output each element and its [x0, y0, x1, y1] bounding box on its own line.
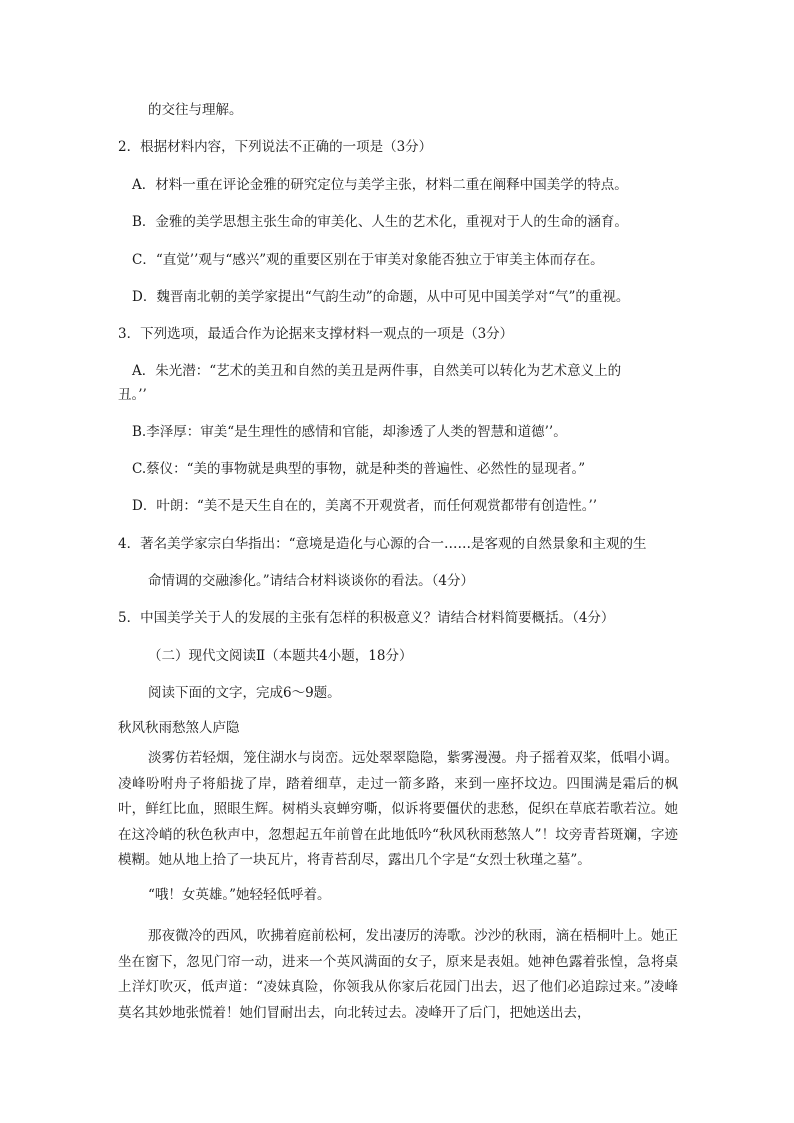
section-heading: （二）现代文阅读Ⅱ（本题共4小题，18分）: [148, 648, 413, 664]
option-3a: A．朱光潜：“艺术的美丑和自然的美丑是两件事，自然美可以转化为艺术意义上的: [132, 363, 622, 379]
option-2a: A．材料一重在评论金雅的研究定位与美学主张，材料二重在阐释中国美学的特点。: [132, 177, 628, 193]
option-3c: C.蔡仪：“美的事物就是典型的事物，就是种类的普遍性、必然性的显现者。”: [132, 461, 586, 477]
article-title: 秋风秋雨愁煞人庐隐: [118, 720, 240, 736]
question-5: 5．中国美学关于人的发展的主张有怎样的积极意义？请结合材料简要概括。（4分）: [118, 610, 615, 626]
option-2b: B．金雅的美学思想主张生命的审美化、人生的艺术化，重视对于人的生命的涵育。: [132, 214, 628, 230]
option-2c: C．“直觉’’观与“感兴”观的重要区别在于审美对象能否独立于审美主体而存在。: [132, 252, 604, 268]
option-3d: D．叶朗：“美不是天生自在的，美离不开观赏者，而任何观赏都带有创造性。’’: [132, 498, 598, 514]
article-paragraph-2: “哦！女英雄。”她轻轻低呼着。: [148, 887, 331, 903]
question-2: 2．根据材料内容，下列说法不正确的一项是（3分）: [118, 139, 433, 155]
text-line: 的交往与理解。: [148, 102, 243, 118]
article-paragraph-1: 淡雾仿若轻烟，笼住湖水与岗峦。远处翠翠隐隐，紫雾漫漫。舟子摇着双桨，低唱小调。凌峰吩咐舟子将船拢了岸，踏着细草，走过一箭多路，来到一座抔坟边。四围满是霜后的枫叶，鲜红比血，照眼生辉。树梢头哀蝉穷嘶，似诉将要僵伏的悲愁，促织在草底若歌若泣。她在这冷峭的秋色秋声中，忽想起五年前曾在此地低吟“秋风秋雨愁煞人”！坟旁青苔斑斓，字迹模糊。她从地上拾了一块瓦片，将青苔刮尽，露出几个字是“女烈士秋瑾之墓”。: [118, 750, 678, 868]
question-3: 3．下列选项，最适合作为论据来支撑材料一观点的一项是（3分）: [118, 326, 514, 342]
option-3b: B.李泽厚：审美“是生理性的感情和官能，却渗透了人类的智慧和道德’’。: [132, 424, 567, 440]
question-4-continued: 命情调的交融渗化。”请结合材料谈谈你的看法。（4分）: [148, 573, 474, 589]
reading-instruction: 阅读下面的文字，完成6～9题。: [148, 685, 341, 701]
option-2d: D．魏晋南北朝的美学家提出“气韵生动”的命题，从中可见中国美学对“气”的重视。: [132, 289, 630, 305]
option-3a-continued: 丑。’’: [118, 387, 147, 403]
article-paragraph-3: 那夜微冷的西风，吹拂着庭前松柯，发出凄厉的涛歌。沙沙的秋雨，滴在梧桐叶上。她正坐在窗下，忽见门帘一动，进来一个英风满面的女子，原来是表姐。她神色露着张惶，急将桌上洋灯吹灭，低声道：“凌妹真险，你领我从你家后花园门出去，迟了他们必追踪过来。”凌峰莫名其妙地张慌着！她们冒耐出去，向北转过去。凌峰开了后门，把她送出去，: [118, 928, 678, 1021]
question-4: 4．著名美学家宗白华指出：“意境是造化与心源的合一……是客观的自然景象和主观的生: [118, 536, 647, 552]
